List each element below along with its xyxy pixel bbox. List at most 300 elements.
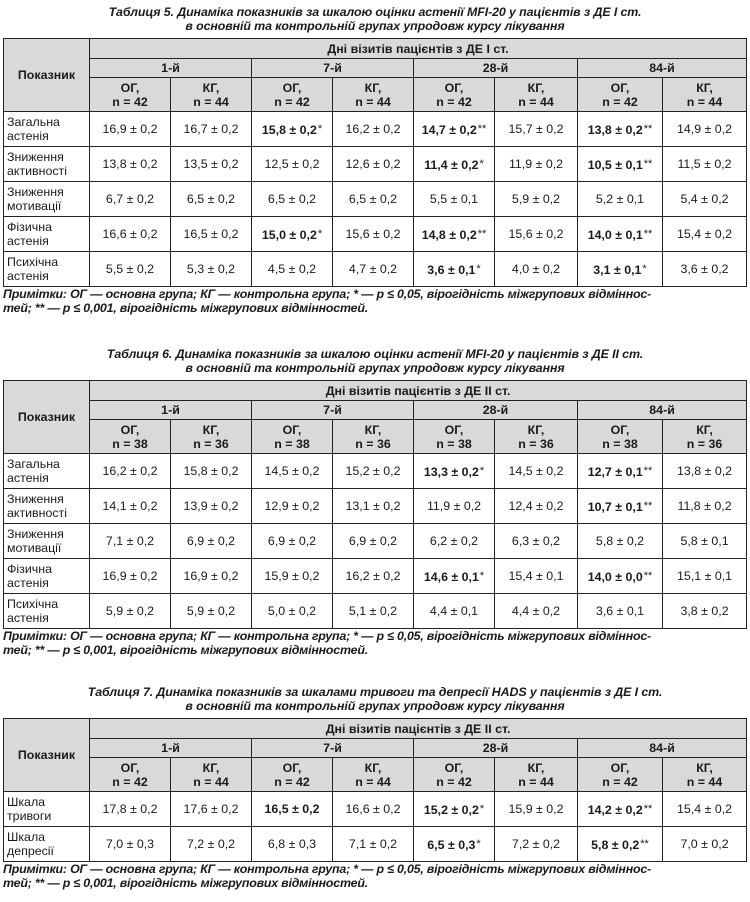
value-cell [171, 827, 252, 862]
note-line: тей; ** — p ≤ 0,001, вірогідність міжгрупових відмінностей. [3, 301, 368, 315]
param-name-cell [4, 489, 90, 524]
param-name-cell [4, 252, 90, 287]
value-cell [333, 252, 414, 287]
value-text: 13,3 ± 0,2 [423, 464, 479, 479]
group-size: n = 38 [436, 436, 472, 451]
table-row [4, 594, 747, 629]
value-text: 7,2 ± 0,2 [186, 837, 236, 851]
group-size: n = 42 [274, 774, 310, 789]
value-cell [495, 827, 578, 862]
value-text: 14,5 ± 0,2 [508, 464, 564, 478]
value-text: 13,5 ± 0,2 [183, 157, 239, 171]
group-label: ОГ, [610, 80, 630, 95]
group-header [578, 420, 663, 454]
group-size: n = 38 [274, 436, 310, 451]
value-text: 11,8 ± 0,2 [677, 499, 732, 513]
value-cell [90, 252, 171, 287]
visit-day-header: 84-й [578, 59, 747, 78]
value-text: 5,8 ± 0,2 [591, 837, 640, 852]
value-cell [90, 112, 171, 147]
value-cell [252, 182, 333, 217]
value-text: 5,8 ± 0,1 [680, 534, 729, 548]
value-cell [90, 182, 171, 217]
value-text: 15,2 ± 0,2 [423, 802, 479, 817]
group-size: n = 36 [518, 436, 554, 451]
value-cell [663, 217, 747, 252]
value-cell [90, 792, 171, 827]
group-label: ОГ, [120, 422, 140, 437]
value-text: 13,8 ± 0,2 [677, 464, 733, 478]
value-cell [414, 147, 495, 182]
value-cell [90, 147, 171, 182]
value-text: 12,9 ± 0,2 [264, 499, 320, 513]
param-name-line: астенія [7, 611, 49, 625]
significance-marker: ** [643, 122, 653, 135]
group-size: n = 42 [436, 774, 472, 789]
group-header [252, 420, 333, 454]
value-text: 16,6 ± 0,2 [102, 227, 158, 241]
group-size: n = 42 [112, 774, 148, 789]
value-cell [495, 454, 578, 489]
value-text: 16,2 ± 0,2 [345, 122, 401, 136]
caption-line: в основній та контрольній групах упродовж курсу лікування [185, 361, 565, 375]
value-cell [578, 454, 663, 489]
value-cell [495, 524, 578, 559]
value-text: 15,6 ± 0,2 [345, 227, 401, 241]
value-cell [333, 594, 414, 629]
table-row [4, 827, 747, 862]
group-label: КГ, [696, 422, 713, 437]
group-label: КГ, [527, 422, 545, 437]
value-cell [90, 524, 171, 559]
value-text: 15,6 ± 0,2 [508, 227, 564, 241]
param-name-cell [4, 112, 90, 147]
value-cell [663, 792, 747, 827]
value-cell [414, 182, 495, 217]
param-name-line: Фізична [7, 562, 52, 576]
value-text: 14,1 ± 0,2 [102, 499, 158, 513]
param-name-cell [4, 217, 90, 252]
group-header [663, 420, 747, 454]
groups-row [4, 420, 747, 454]
value-text: 6,5 ± 0,2 [348, 192, 398, 206]
table-row [4, 252, 747, 287]
value-cell [252, 594, 333, 629]
visit-day-header: 7-й [252, 739, 414, 758]
value-cell [663, 112, 747, 147]
table-5-block [0, 5, 750, 315]
visits-header: Дні візитів пацієнтів з ДЕ I ст. [90, 39, 747, 59]
table-6-caption [0, 347, 750, 375]
value-text: 15,4 ± 0,1 [508, 569, 564, 583]
value-text: 3,6 ± 0,1 [427, 262, 476, 277]
visits-header: Дні візитів пацієнтів з ДЕ II ст. [90, 381, 747, 401]
param-header: Показник [4, 39, 90, 112]
value-cell [495, 182, 578, 217]
group-label: ОГ, [610, 760, 630, 775]
visit-day-header: 28-й [414, 401, 578, 420]
caption-line: Таблиця 6. Динаміка показників за шкалою оцінки астенії MFI-20 у пацієнтів з ДЕ II ст. [106, 347, 644, 361]
significance-marker: ** [643, 227, 653, 240]
visits-row [4, 401, 747, 420]
group-label: ОГ, [444, 80, 464, 95]
param-name-line: Загальна [7, 115, 60, 129]
group-label: КГ, [364, 422, 382, 437]
group-size: n = 44 [686, 774, 723, 789]
value-cell [252, 827, 333, 862]
visit-day-header: 7-й [252, 59, 414, 78]
group-size: n = 42 [436, 94, 472, 109]
caption-line: в основній та контрольній групах упродовж курсу лікування [185, 699, 565, 713]
value-cell [663, 524, 747, 559]
value-text: 16,6 ± 0,2 [345, 802, 401, 816]
table-5 [3, 38, 747, 287]
value-text: 6,5 ± 0,2 [186, 192, 236, 206]
significance-marker: ** [477, 122, 487, 135]
value-text: 5,2 ± 0,1 [595, 192, 645, 206]
group-label: КГ, [527, 760, 545, 775]
value-text: 16,9 ± 0,2 [183, 569, 239, 583]
table-7 [3, 718, 747, 862]
value-cell [333, 489, 414, 524]
group-size: n = 44 [355, 94, 391, 109]
group-size: n = 44 [355, 774, 391, 789]
value-text: 13,8 ± 0,2 [587, 122, 643, 137]
value-text: 11,9 ± 0,2 [426, 499, 482, 513]
value-text: 4,0 ± 0,2 [511, 262, 561, 276]
value-text: 11,5 ± 0,2 [677, 157, 732, 171]
value-cell [333, 524, 414, 559]
value-cell [578, 217, 663, 252]
group-label: ОГ, [610, 422, 630, 437]
value-text: 7,0 ± 0,3 [105, 837, 155, 851]
value-cell [578, 594, 663, 629]
value-text: 6,5 ± 0,3 [427, 837, 476, 852]
group-label: КГ, [364, 760, 382, 775]
groups-row [4, 78, 747, 112]
value-cell [578, 489, 663, 524]
param-name-cell [4, 147, 90, 182]
visit-day-header: 28-й [414, 739, 578, 758]
value-text: 12,5 ± 0,2 [264, 157, 320, 171]
value-text: 6,9 ± 0,2 [267, 534, 317, 548]
value-text: 14,0 ± 0,0 [587, 569, 643, 584]
value-cell [171, 217, 252, 252]
value-cell [495, 252, 578, 287]
value-text: 16,5 ± 0,2 [183, 227, 239, 241]
value-text: 15,9 ± 0,2 [508, 802, 564, 816]
group-label: ОГ, [120, 80, 140, 95]
param-name-line: депресії [7, 844, 55, 858]
value-cell [171, 112, 252, 147]
value-text: 15,2 ± 0,2 [345, 464, 401, 478]
value-text: 14,2 ± 0,2 [587, 802, 643, 817]
visit-day-header: 7-й [252, 401, 414, 420]
value-text: 6,2 ± 0,2 [429, 534, 479, 548]
value-text: 17,6 ± 0,2 [183, 802, 239, 816]
table-5-note [0, 287, 750, 315]
value-text: 7,1 ± 0,2 [348, 837, 398, 851]
param-name-line: астенія [7, 471, 49, 485]
table-row [4, 489, 747, 524]
group-header [252, 758, 333, 792]
table-row [4, 454, 747, 489]
value-text: 7,2 ± 0,2 [511, 837, 561, 851]
value-text: 5,4 ± 0,2 [680, 192, 729, 206]
group-label: КГ, [202, 422, 220, 437]
group-size: n = 44 [193, 774, 229, 789]
param-name-cell [4, 182, 90, 217]
value-text: 5,9 ± 0,2 [105, 604, 155, 618]
value-cell [663, 147, 747, 182]
table-6 [3, 380, 747, 629]
table-6-block [0, 347, 750, 657]
value-text: 3,1 ± 0,1 [593, 262, 642, 277]
value-text: 15,9 ± 0,2 [264, 569, 320, 583]
param-name-line: Фізична [7, 220, 52, 234]
value-text: 5,8 ± 0,2 [595, 534, 645, 548]
value-cell [252, 147, 333, 182]
group-header [90, 420, 171, 454]
group-header [171, 420, 252, 454]
value-cell [171, 252, 252, 287]
value-text: 15,4 ± 0,2 [677, 227, 733, 241]
note-line: тей; ** — p ≤ 0,001, вірогідність міжгрупових відмінностей. [3, 876, 368, 890]
param-name-line: мотивації [7, 199, 62, 213]
value-text: 11,9 ± 0,2 [508, 157, 564, 171]
value-cell [578, 524, 663, 559]
value-text: 11,4 ± 0,2 [424, 157, 479, 172]
value-cell [414, 792, 495, 827]
table-6-note [0, 629, 750, 657]
param-name-cell [4, 792, 90, 827]
group-header [252, 78, 333, 112]
header-row [4, 39, 747, 59]
group-label: ОГ, [444, 760, 464, 775]
value-text: 6,9 ± 0,2 [348, 534, 398, 548]
significance-marker: * [476, 262, 481, 275]
group-size: n = 36 [193, 436, 229, 451]
value-cell [495, 559, 578, 594]
value-cell [663, 182, 747, 217]
group-size: n = 42 [274, 94, 310, 109]
value-cell [90, 559, 171, 594]
value-cell [578, 827, 663, 862]
value-text: 6,5 ± 0,2 [267, 192, 317, 206]
value-cell [414, 594, 495, 629]
group-size: n = 38 [112, 436, 148, 451]
value-cell [171, 792, 252, 827]
value-text: 6,3 ± 0,2 [511, 534, 561, 548]
group-label: ОГ, [444, 422, 464, 437]
param-name-line: астенія [7, 129, 49, 143]
value-text: 16,9 ± 0,2 [102, 122, 158, 136]
significance-marker: ** [640, 837, 649, 850]
significance-marker: ** [643, 802, 653, 815]
value-text: 5,5 ± 0,2 [105, 262, 155, 276]
value-text: 14,0 ± 0,1 [587, 227, 643, 242]
value-cell [414, 112, 495, 147]
value-text: 16,9 ± 0,2 [102, 569, 158, 583]
table-7-note [0, 862, 750, 890]
value-cell [171, 454, 252, 489]
value-cell [495, 147, 578, 182]
table-5-caption [0, 5, 750, 33]
note-line: тей; ** — p ≤ 0,001, вірогідність міжгрупових відмінностей. [3, 643, 368, 657]
group-header [663, 758, 747, 792]
param-name-cell [4, 524, 90, 559]
value-cell [171, 182, 252, 217]
group-size: n = 44 [518, 94, 554, 109]
value-cell [578, 792, 663, 827]
value-cell [663, 559, 747, 594]
group-label: ОГ, [282, 422, 302, 437]
value-text: 5,0 ± 0,2 [267, 604, 317, 618]
param-name-line: астенія [7, 269, 49, 283]
table-row [4, 147, 747, 182]
value-text: 13,1 ± 0,2 [345, 499, 401, 513]
value-cell [333, 112, 414, 147]
value-text: 3,8 ± 0,2 [680, 604, 729, 618]
value-cell [414, 217, 495, 252]
significance-marker: * [479, 464, 485, 477]
value-text: 15,1 ± 0,1 [677, 569, 733, 583]
param-name-line: Загальна [7, 457, 60, 471]
table-row [4, 217, 747, 252]
visits-row [4, 739, 747, 758]
param-name-line: мотивації [7, 541, 62, 555]
significance-marker: * [317, 227, 323, 240]
value-cell [171, 594, 252, 629]
param-name-line: Психічна [7, 597, 59, 611]
table-row [4, 524, 747, 559]
param-name-cell [4, 827, 90, 862]
value-cell [414, 489, 495, 524]
param-name-line: активності [7, 164, 67, 178]
value-text: 13,9 ± 0,2 [183, 499, 239, 513]
table-7-caption [0, 685, 750, 713]
significance-marker: ** [643, 499, 653, 512]
value-cell [171, 147, 252, 182]
value-cell [495, 792, 578, 827]
significance-marker: * [476, 837, 481, 850]
note-line: Примітки: ОГ — основна група; КГ — контрольна група; * — p ≤ 0,05, вірогідність міжгрупових відміннос- [3, 862, 651, 876]
value-cell [414, 827, 495, 862]
significance-marker: ** [477, 227, 487, 240]
value-text: 12,6 ± 0,2 [345, 157, 401, 171]
value-cell [171, 489, 252, 524]
group-label: ОГ, [120, 760, 140, 775]
value-cell [252, 524, 333, 559]
param-name-line: Шкала [7, 795, 46, 809]
value-text: 14,8 ± 0,2 [421, 227, 477, 242]
value-text: 14,5 ± 0,2 [264, 464, 320, 478]
value-text: 16,7 ± 0,2 [183, 122, 239, 136]
value-text: 10,5 ± 0,1 [587, 157, 643, 172]
group-size: n = 44 [518, 774, 554, 789]
group-header [495, 78, 578, 112]
value-text: 12,7 ± 0,1 [587, 464, 643, 479]
value-cell [578, 112, 663, 147]
value-cell [333, 792, 414, 827]
significance-marker: ** [643, 464, 653, 477]
visit-day-header: 1-й [90, 739, 252, 758]
group-header [90, 758, 171, 792]
value-text: 10,7 ± 0,1 [587, 499, 643, 514]
value-cell [252, 217, 333, 252]
value-cell [252, 792, 333, 827]
group-header [414, 758, 495, 792]
value-text: 14,6 ± 0,1 [423, 569, 479, 584]
table-7-block [0, 685, 750, 890]
value-text: 7,1 ± 0,2 [105, 534, 155, 548]
significance-marker: * [642, 262, 647, 275]
value-cell [414, 454, 495, 489]
group-header [333, 420, 414, 454]
caption-line: в основній та контрольній групах упродовж курсу лікування [185, 19, 565, 33]
group-size: n = 42 [602, 774, 638, 789]
group-label: КГ, [527, 80, 545, 95]
group-label: КГ, [696, 760, 713, 775]
value-text: 5,1 ± 0,2 [348, 604, 398, 618]
param-name-line: Зниження [7, 185, 64, 199]
table-row [4, 182, 747, 217]
value-text: 15,4 ± 0,2 [677, 802, 733, 816]
significance-marker: * [479, 569, 485, 582]
value-cell [333, 147, 414, 182]
significance-marker: * [479, 802, 485, 815]
value-cell [578, 182, 663, 217]
group-header [495, 420, 578, 454]
visit-day-header: 84-й [578, 401, 747, 420]
value-cell [663, 252, 747, 287]
visits-row [4, 59, 747, 78]
group-label: ОГ, [282, 760, 302, 775]
param-name-line: астенія [7, 576, 49, 590]
value-cell [252, 454, 333, 489]
table-row [4, 112, 747, 147]
param-header: Показник [4, 381, 90, 454]
table-row [4, 792, 747, 827]
group-header [333, 758, 414, 792]
value-text: 4,7 ± 0,2 [348, 262, 398, 276]
group-header [578, 758, 663, 792]
value-text: 14,9 ± 0,2 [677, 122, 733, 136]
visit-day-header: 1-й [90, 401, 252, 420]
value-cell [663, 827, 747, 862]
group-size: n = 44 [686, 94, 723, 109]
groups-row [4, 758, 747, 792]
caption-line: Таблиця 5. Динаміка показників за шкалою оцінки астенії MFI-20 у пацієнтів з ДЕ I ст. [108, 5, 642, 19]
visits-header: Дні візитів пацієнтів з ДЕ II ст. [90, 719, 747, 739]
value-cell [252, 489, 333, 524]
value-text: 15,0 ± 0,2 [261, 227, 317, 242]
value-cell [90, 489, 171, 524]
visit-day-header: 84-й [578, 739, 747, 758]
group-label: КГ, [696, 80, 713, 95]
param-name-cell [4, 454, 90, 489]
value-text: 5,3 ± 0,2 [186, 262, 236, 276]
header-row [4, 381, 747, 401]
value-text: 13,8 ± 0,2 [102, 157, 158, 171]
significance-marker: ** [643, 157, 653, 170]
value-cell [171, 524, 252, 559]
value-text: 16,2 ± 0,2 [102, 464, 158, 478]
group-header [171, 78, 252, 112]
group-header [663, 78, 747, 112]
value-text: 14,7 ± 0,2 [421, 122, 477, 137]
group-label: ОГ, [282, 80, 302, 95]
